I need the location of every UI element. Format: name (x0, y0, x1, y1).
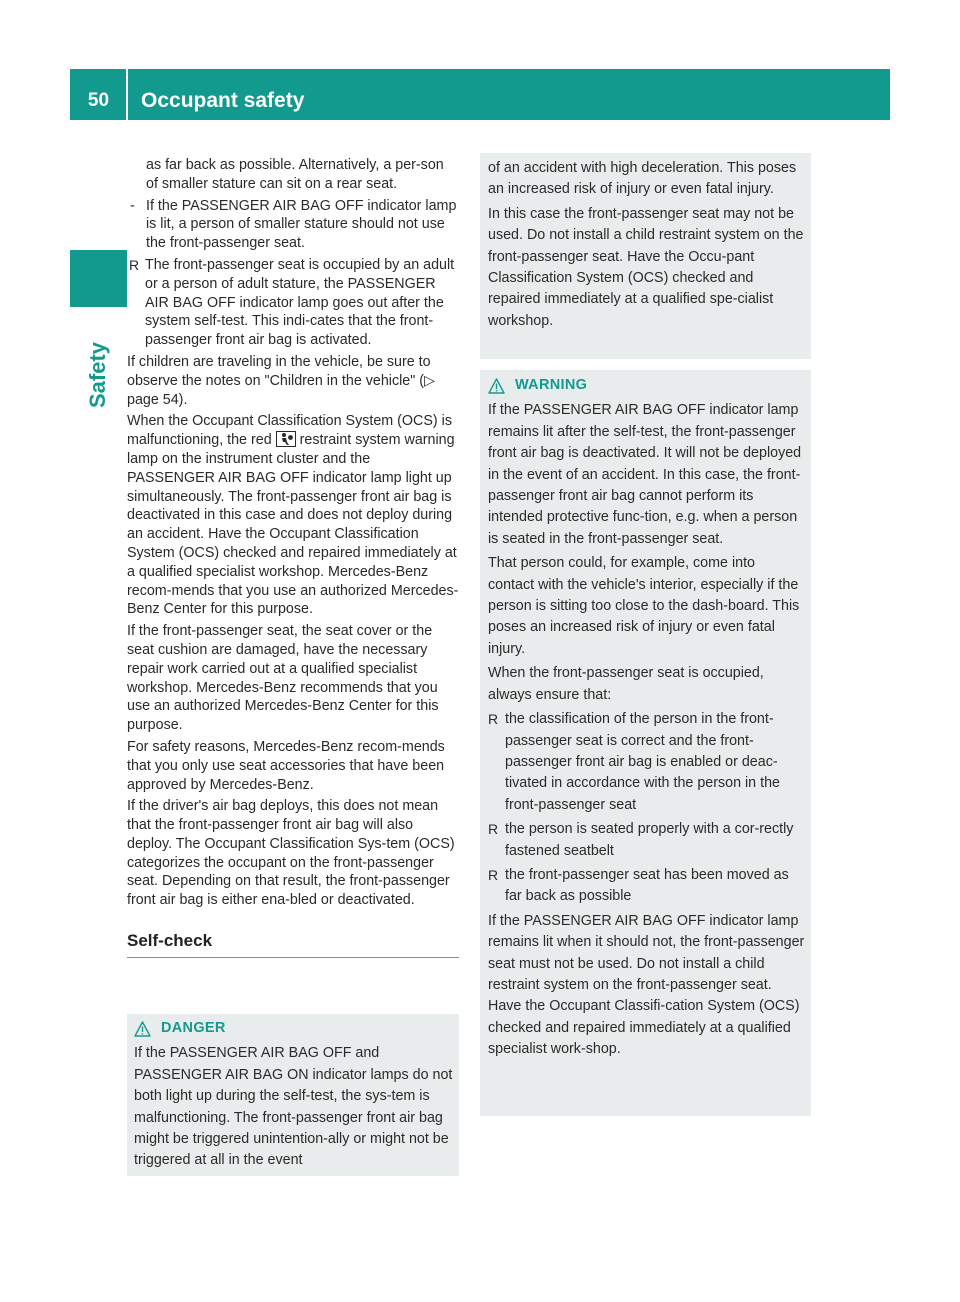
warning-bullet-item (488, 819, 805, 862)
warning-triangle-icon (488, 378, 505, 394)
warning-triangle-icon (134, 1021, 151, 1037)
warning-paragraph-1: If the PASSENGER AIR BAG OFF indicator lamp remains lit after the self-test, the front-passenger front air bag is deactivated. It will not be deployed in the event of an accident. In this case, the front-passenger front air bag cannot perform its intended protective func-tion, e.g. when a person is seated in the front-passenger seat. (488, 402, 802, 547)
dash-item-text: If the PASSENGER AIR BAG OFF indicator lamp is lit, a person of smaller stature should not use the front-passenger seat. (146, 197, 457, 252)
warning-bullet-text: the classification of the person in the front-passenger seat is correct and the front-passenger front air bag is enabled or deac-tivated in accordance with the person in the front-passenger seat (505, 711, 780, 813)
paragraph-ocs-malfunction (127, 412, 459, 619)
header-divider (126, 69, 128, 120)
bullet-marker: R (488, 866, 499, 883)
section-tab-label (70, 330, 127, 420)
airbag-warning-lamp-icon (276, 431, 296, 447)
dash-list-item (127, 197, 459, 253)
danger-continuation-box (480, 153, 811, 359)
warning-header (488, 375, 805, 396)
section-tab-text: Safety (85, 341, 111, 409)
left-column (127, 156, 459, 958)
paragraph-driver-airbag: If the driver's air bag deploys, this does not mean that the front-passenger front air bag will also deploy. The Occupant Classification Sys-tem (OCS) categorizes the occupant on the front-passenger seat. Depending on that result, the front-passenger front air bag is either ena-bled or deactivated. (127, 798, 455, 909)
bullet-item-text: The front-passenger seat is occupied by an adult or a person of adult stature, the PASSENGER AIR BAG OFF indicator lamp goes out after the system self-test. This indi-cates that the front-passenger front air bag is activated. (145, 256, 455, 349)
paragraph-accessories: For safety reasons, Mercedes-Benz recom-mends that you only use seat accessories that have been approved by Mercedes-Benz. (127, 738, 445, 793)
warning-bullet-item (488, 865, 805, 908)
bullet-marker: R (488, 711, 499, 728)
danger-box (127, 1014, 459, 1176)
bullet-list-item (127, 256, 459, 350)
continued-text: as far back as possible. Alternatively, a per-son of smaller stature can sit on a rear seat. (146, 157, 444, 192)
warning-paragraph-4: If the PASSENGER AIR BAG OFF indicator lamp remains lit when it should not, the front-passenger seat must not be used. Do not install a child restraint system on the front-passenger seat. Have the Occupant Classifi-cation System (OCS) checked and repaired immediately at a qualified specialist work-shop. (488, 912, 805, 1058)
page-title: Occupant safety (141, 89, 305, 112)
warning-paragraph-2: That person could, for example, come into contact with the vehicle's interior, especially if the person is sitting too close to the dash-board. This poses an increased risk of injury or even fatal injury. (488, 555, 800, 657)
paragraph-children-note: If children are traveling in the vehicle, be sure to observe the notes on "Children in the vehicle" (▷ page 54). (127, 353, 436, 408)
warning-label: WARNING (515, 377, 588, 393)
ocs-text-part2: restraint system warning lamp on the instrument cluster and the PASSENGER AIR BAG OFF indicator lamp light up simultaneously. The front-passenger front air bag is deactivated in this case and does not deploy during an accident. Have the Occupant Classification System (OCS) checked and repaired immediately at a qualified specialist workshop. Mercedes-Benz recom-mends that you use an authorized Mercedes-Benz Center for this purpose. (127, 432, 459, 618)
warning-box (480, 370, 811, 1116)
paragraph-seat-damage: If the front-passenger seat, the seat cover or the seat cushion are damaged, have the necessary repair work carried out at a qualified specialist workshop. Mercedes-Benz recommends that you use an authorized Mercedes-Benz Center for this purpose. (127, 623, 439, 734)
danger-label: DANGER (161, 1020, 226, 1036)
bullet-marker: R (488, 821, 499, 838)
ocs-text-part1: When the Occupant Classification System (OCS) is malfunctioning, the red (127, 413, 452, 449)
warning-bullet-text: the person is seated properly with a cor-rectly fastened seatbelt (505, 821, 794, 859)
danger-text: If the PASSENGER AIR BAG OFF and PASSENGER AIR BAG ON indicator lamps do not both light up during the self-test, the sys-tem is malfunctioning. The front-passenger front air bag might be triggered unintention-ally or might not be triggered at all in the event (134, 1045, 453, 1169)
danger-header (134, 1018, 453, 1039)
warning-bullet-item (488, 709, 805, 816)
section-tab-marker (70, 250, 127, 307)
warning-bullet-text: the front-passenger seat has been moved as far back as possible (505, 866, 789, 905)
warning-paragraph-3: When the front-passenger seat is occupied, always ensure that: (488, 665, 764, 703)
bullet-marker: R (129, 256, 140, 273)
danger-action-text: In this case the front-passenger seat may not be used. Do not install a child restraint system on the front-passenger seat. Have the Occu-pant Classification System (OCS) checked and repaired immediately at a qualified spe-cialist workshop. (488, 205, 804, 329)
page-number: 50 (87, 90, 110, 111)
danger-continuation-text: of an accident with high deceleration. This poses an increased risk of injury or even fatal injury. (488, 160, 797, 198)
dash-marker: - (130, 197, 135, 214)
section-heading-self-check: Self-check (127, 932, 459, 958)
